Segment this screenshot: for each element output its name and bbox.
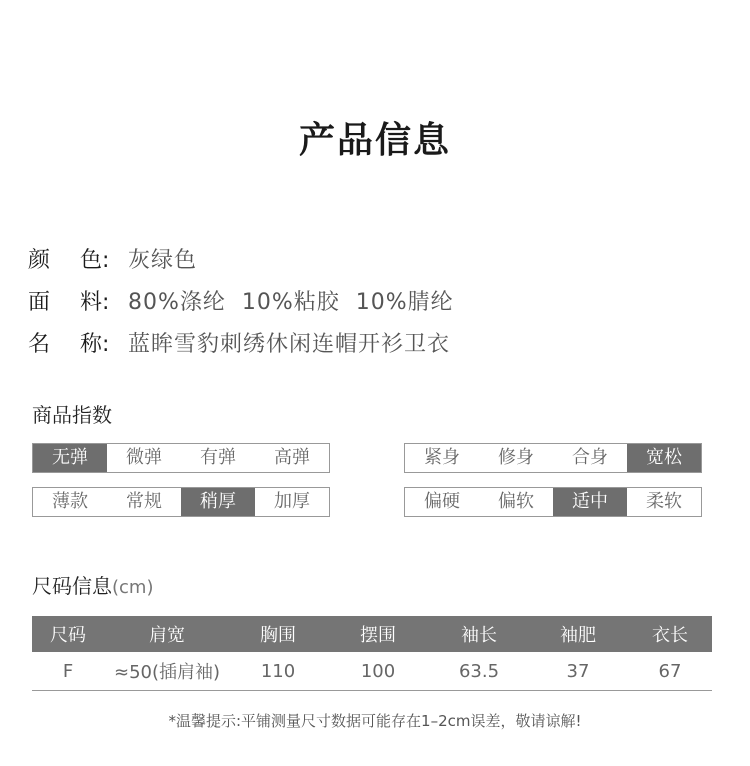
thickness-option: 常规 xyxy=(126,491,162,512)
info-key-char: 名 xyxy=(28,332,51,357)
size-cell: 63.5 xyxy=(430,652,528,691)
info-key-char: 料: xyxy=(80,290,110,315)
thickness-option: 加厚 xyxy=(274,491,310,512)
info-key-name xyxy=(28,330,128,360)
thickness-scale xyxy=(32,487,330,517)
size-cell: 110 xyxy=(230,652,326,691)
index-heading: 商品指数 xyxy=(32,403,112,427)
size-col-header: 肩宽 xyxy=(104,616,230,652)
info-key-char: 颜 xyxy=(28,248,51,273)
thickness-option: 稍厚 xyxy=(181,488,255,516)
size-cell: 67 xyxy=(628,652,712,691)
fit-option: 合身 xyxy=(572,447,608,468)
size-table-header-row xyxy=(32,616,712,652)
size-heading-text: 尺码信息 xyxy=(32,574,112,598)
info-row-color xyxy=(28,246,197,276)
size-unit: (cm) xyxy=(112,577,154,598)
elasticity-scale xyxy=(32,443,330,473)
table-row xyxy=(32,652,712,691)
info-key-material xyxy=(28,288,128,318)
info-key-color xyxy=(28,246,128,276)
info-value-color: 灰绿色 xyxy=(128,248,198,273)
info-key-char: 称: xyxy=(80,332,110,357)
info-key-char: 面 xyxy=(28,290,51,315)
softness-option: 适中 xyxy=(553,488,627,516)
fit-option: 修身 xyxy=(498,447,534,468)
elasticity-option: 高弹 xyxy=(274,447,310,468)
size-col-header: 袖肥 xyxy=(528,616,628,652)
info-row-name xyxy=(28,330,450,360)
elasticity-option: 微弹 xyxy=(126,447,162,468)
size-cell: F xyxy=(32,652,104,691)
elasticity-option: 无弹 xyxy=(33,444,107,472)
size-col-header: 摆围 xyxy=(326,616,430,652)
softness-option: 偏硬 xyxy=(424,491,460,512)
size-col-header: 胸围 xyxy=(230,616,326,652)
info-value-name: 蓝眸雪豹刺绣休闲连帽开衫卫衣 xyxy=(128,332,451,357)
size-col-header: 衣长 xyxy=(628,616,712,652)
fit-scale xyxy=(404,443,702,473)
size-col-header: 尺码 xyxy=(32,616,104,652)
size-cell: ≈50(插肩袖) xyxy=(104,652,230,691)
size-cell: 37 xyxy=(528,652,628,691)
fit-option: 紧身 xyxy=(424,447,460,468)
measurement-note: *温馨提示:平铺测量尺寸数据可能存在1–2cm误差，敬请谅解! xyxy=(168,712,582,730)
info-key-char: 色: xyxy=(80,248,110,273)
fit-option: 宽松 xyxy=(627,444,701,472)
elasticity-option: 有弹 xyxy=(200,447,236,468)
size-heading xyxy=(32,570,153,599)
thickness-option: 薄款 xyxy=(52,491,88,512)
softness-option: 柔软 xyxy=(646,491,682,512)
size-col-header: 袖长 xyxy=(430,616,528,652)
size-table xyxy=(32,616,712,691)
size-cell: 100 xyxy=(326,652,430,691)
page-title: 产品信息 xyxy=(298,120,451,161)
softness-option: 偏软 xyxy=(498,491,534,512)
info-value-material: 80%涤纶 10%粘胶 10%腈纶 xyxy=(128,290,454,315)
info-row-material xyxy=(28,288,454,318)
softness-scale xyxy=(404,487,702,517)
